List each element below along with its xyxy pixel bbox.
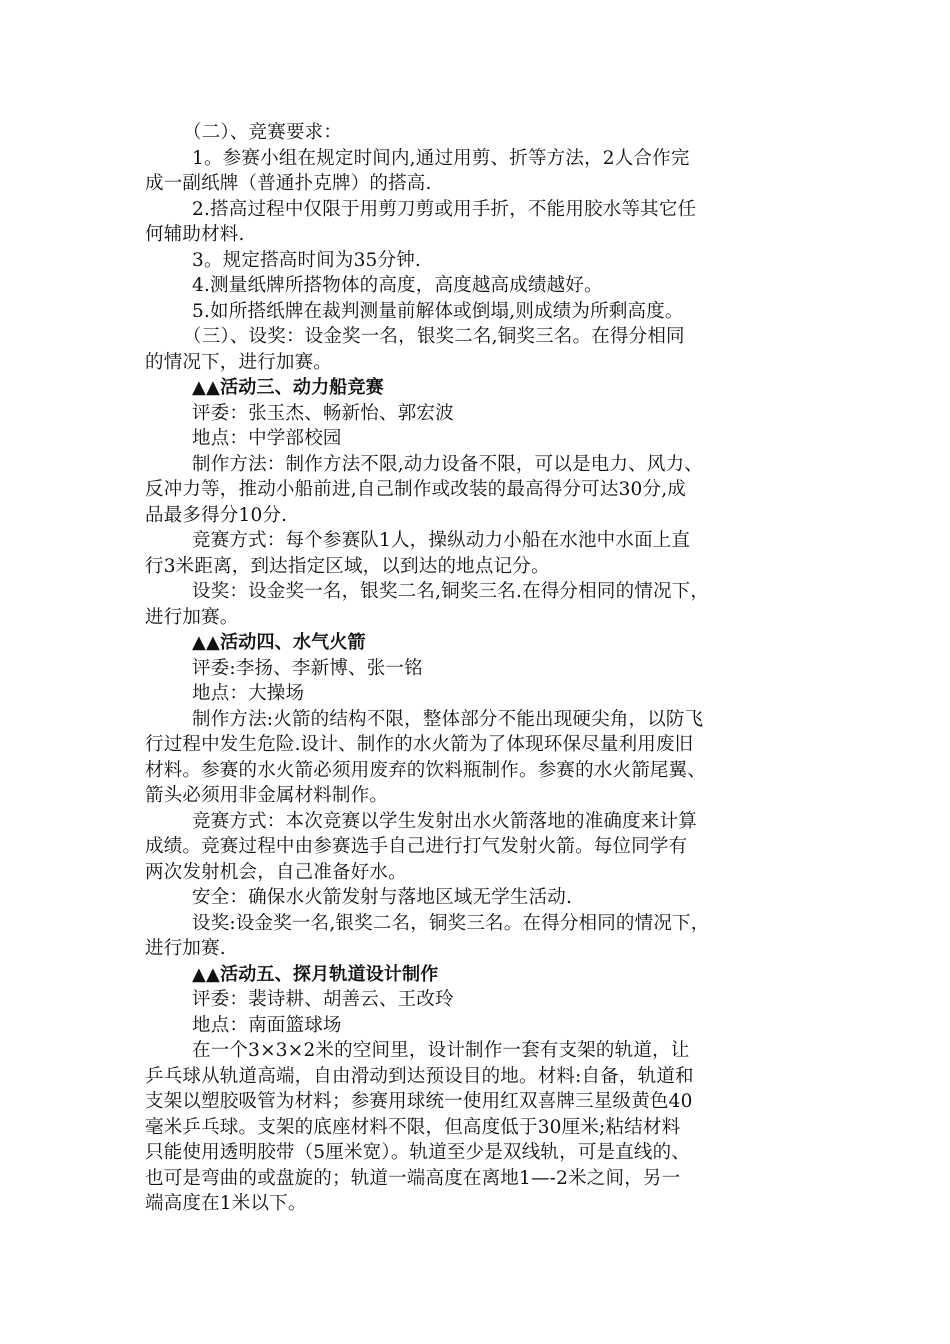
- paragraph-line: 在一个3×3×2米的空间里，设计制作一套有支架的轨道，让: [192, 1040, 690, 1061]
- paragraph-line: 地点：中学部校园: [192, 428, 342, 449]
- paragraph-line: 竞赛方式：本次竞赛以学生发射出水火箭落地的准确度来计算: [192, 810, 697, 832]
- section-heading: ▲▲活动四、水气火箭: [192, 632, 366, 653]
- paragraph-line: 行3米距离，到达指定区域，以到达的地点记分。: [145, 555, 550, 577]
- paragraph-line: 行过程中发生危险.设计、制作的水火箭为了体现环保尽量利用废旧: [145, 734, 694, 755]
- paragraph-line: 支架以塑胶吸管为材料；参赛用球统一使用红双喜牌三星级黄色40: [145, 1091, 693, 1112]
- paragraph-line: 乒乓球从轨道高端，自由滑动到达预设目的地。材料:自备，轨道和: [145, 1065, 694, 1087]
- paragraph-line: 箭头必须用非金属材料制作。: [145, 785, 389, 806]
- paragraph-line: 成绩。竞赛过程中由参赛选手自己进行打气发射火箭。每位同学有: [145, 836, 688, 857]
- paragraph-line: 安全：确保水火箭发射与落地区域无学生活动.: [192, 887, 573, 908]
- paragraph-line: 材料。参赛的水火箭必须用废弃的饮料瓶制作。参赛的水火箭尾翼、: [145, 759, 707, 781]
- paragraph-line: 品最多得分10分.: [145, 504, 288, 526]
- paragraph-line: 3。规定搭高时间为35分钟.: [192, 249, 421, 271]
- paragraph-line: 2.搭高过程中仅限于用剪刀剪或用手折，不能用胶水等其它任: [192, 198, 697, 220]
- paragraph-line: 端高度在1米以下。: [145, 1193, 307, 1214]
- document-page: [145, 120, 810, 1217]
- paragraph-line: 设奖:设金奖一名,银奖二名，铜奖三名。在得分相同的情况下，: [192, 912, 710, 934]
- paragraph-line: 制作方法：制作方法不限,动力设备不限，可以是电力、风力、: [192, 453, 703, 475]
- paragraph-line: 进行加赛。: [145, 606, 239, 628]
- paragraph-line: 两次发射机会，自己准备好水。: [145, 861, 407, 883]
- paragraph-line: 成一副纸牌（普通扑克牌）的搭高.: [145, 173, 432, 194]
- paragraph-line: 反冲力等，推动小船前进,自己制作或改装的最高得分可达30分,成: [145, 479, 687, 500]
- paragraph-line: 1。参赛小组在规定时间内,通过用剪、折等方法，2人合作完: [192, 147, 690, 169]
- section-heading: ▲▲活动五、探月轨道设计制作: [192, 963, 439, 985]
- section-heading: ▲▲活动三、动力船竞赛: [192, 377, 384, 398]
- paragraph-line: （三）、设奖：设金奖一名，银奖二名,铜奖三名。在得分相同: [183, 326, 685, 347]
- paragraph-line: 也可是弯曲的或盘旋的；轨道一端高度在离地1—-2米之间，另一: [145, 1167, 681, 1189]
- paragraph-line: （二）、竞赛要求：: [183, 122, 343, 143]
- paragraph-line: 只能使用透明胶带（5厘米宽）。轨道至少是双线轨，可是直线的、: [145, 1142, 691, 1163]
- paragraph-line: 进行加赛.: [145, 938, 226, 959]
- paragraph-line: 设奖：设金奖一名，银奖二名,铜奖三名.在得分相同的情况下，: [192, 581, 710, 602]
- paragraph-line: 地点：大操场: [192, 683, 305, 704]
- paragraph-line: 地点：南面篮球场: [192, 1014, 342, 1036]
- paragraph-line: 何辅助材料.: [145, 224, 245, 245]
- paragraph-line: 制作方法:火箭的结构不限，整体部分不能出现硬尖角，以防飞: [192, 708, 704, 730]
- paragraph-line: 的情况下，进行加赛。: [145, 351, 333, 373]
- paragraph-line: 4.测量纸牌所搭物体的高度，高度越高成绩越好。: [192, 275, 603, 296]
- paragraph-line: 评委:李扬、李新博、张一铭: [192, 657, 423, 679]
- paragraph-line: 5.如所搭纸牌在裁判测量前解体或倒塌,则成绩为所剩高度。: [192, 300, 684, 322]
- paragraph-line: 评委：张玉杰、畅新怡、郭宏波: [192, 402, 454, 424]
- paragraph-line: 竞赛方式：每个参赛队1人，操纵动力小船在水池中水面上直: [192, 530, 691, 551]
- paragraph-line: 毫米乒乓球。支架的底座材料不限，但高度低于30厘米;粘结材料: [145, 1116, 681, 1138]
- paragraph-line: 评委：裴诗耕、胡善云、王改玲: [192, 989, 454, 1010]
